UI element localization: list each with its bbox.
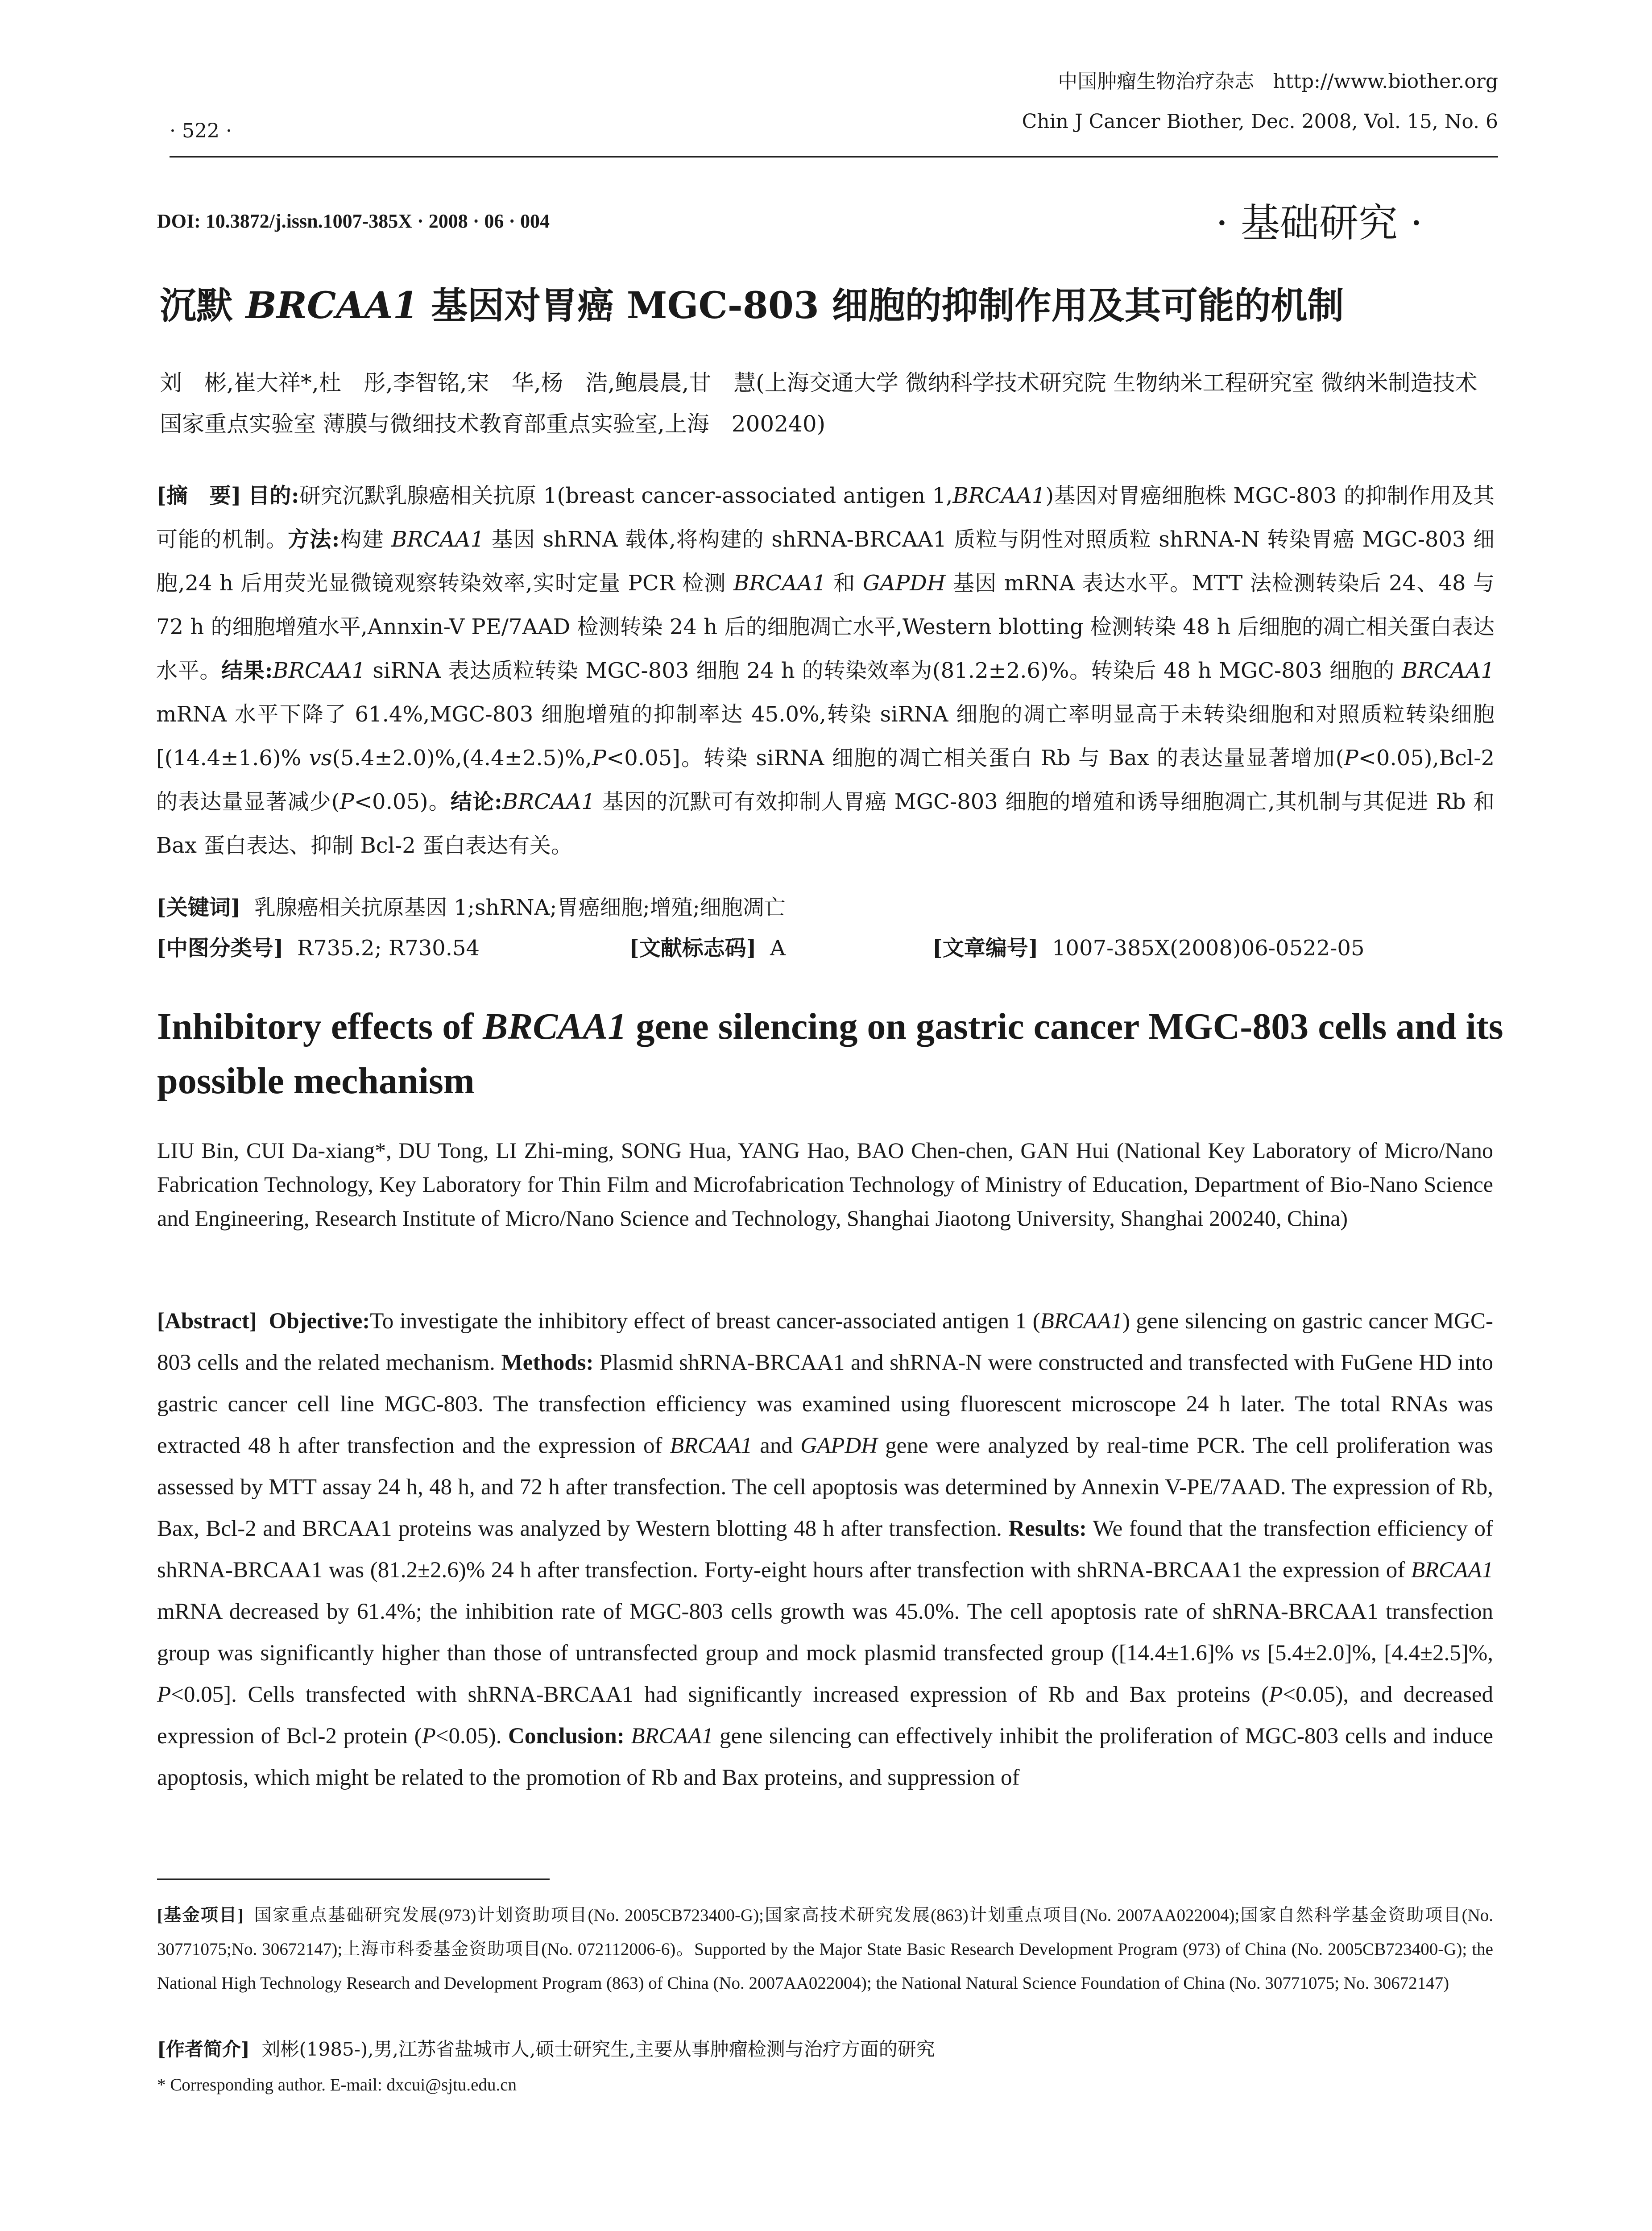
text: We found that the transfection efficiency of shRNA-BRCAA1 was (81.2±2.6)% 24 h after transfection. Forty-eight hours after transfection with shRNA-BRCAA1 the expression of bbox=[157, 1516, 1493, 1583]
journal-website: http://www.biother.org bbox=[1273, 70, 1498, 93]
objective-head-cn: 目的: bbox=[248, 483, 299, 508]
title-en-prefix: Inhibitory effects of bbox=[157, 1006, 483, 1047]
title-en-gene: BRCAA1 bbox=[483, 1006, 627, 1047]
text: 基因的沉默可有效抑制人胃癌 MGC-803 细胞的增殖和诱导细胞凋亡,其机制与其促进 Rb 和 Bax 蛋白表达、抑制 Bcl-2 蛋白表达有关。 bbox=[156, 789, 1495, 858]
p-value-symbol: P bbox=[592, 746, 607, 771]
header-rule bbox=[170, 156, 1498, 158]
gene-name: BRCAA1 bbox=[631, 1724, 713, 1749]
author-intro-label: [作者简介] bbox=[157, 2038, 250, 2060]
abstract-en-label: [Abstract] bbox=[157, 1309, 257, 1334]
abstract-cn bbox=[156, 474, 1495, 867]
funding-text: 国家重点基础研究发展(973)计划资助项目(No. 2005CB723400-G);国家高技术研究发展(863)计划重点项目(No. 2007AA022004);国家自然科学基金资助项目(No. 30771075;No. 30672147);上海市科委基金资助项目(No. 072112006-6)。Supported by the Major State Basic Research Development Program (973) of China (No. 2005CB723400-G); the National High Technology Research and Development Program (863) of China (No. 2007AA022004); the National Natural Science Foundation of China (No. 30771075; No. 30672147) bbox=[157, 1906, 1494, 1993]
text: gene were analyzed by real-time PCR. The cell proliferation was assessed by MTT assay 24 h, 48 h, and 72 h after transfection. The cell apoptosis was determined by Annexin V-PE/7AAD. The expression of Rb, Bax, Bcl-2 and BRCAA1 proteins was analyzed by Western blotting 48 h after transfection. bbox=[157, 1433, 1494, 1541]
p-value-symbol: P bbox=[1344, 746, 1358, 771]
title-en-suffix: gene silencing on gastric cancer MGC-803 cells and its possible mechanism bbox=[157, 1006, 1503, 1102]
abstract-en bbox=[157, 1301, 1493, 1799]
text: 基因 shRNA 载体,将构建的 shRNA-BRCAA1 质粒与阴性对照质粒 shRNA-N 转染胃癌 MGC-803 细胞,24 h 后用荧光显微镜观察转染效率,实时定量 PCR 检测 bbox=[156, 527, 1495, 596]
vs-text: vs bbox=[309, 746, 332, 771]
title-en bbox=[157, 999, 1504, 1108]
text: and bbox=[752, 1433, 801, 1458]
keywords-text: 乳腺癌相关抗原基因 1;shRNA;胃癌细胞;增殖;细胞凋亡 bbox=[254, 895, 786, 920]
gene-name: GAPDH bbox=[800, 1433, 878, 1458]
p-value-symbol: P bbox=[1269, 1682, 1283, 1707]
text: siRNA 表达质粒转染 MGC-803 细胞 24 h 的转染效率为(81.2±2.6)%。转染后 48 h MGC-803 细胞的 bbox=[365, 658, 1402, 683]
methods-head-en: Methods: bbox=[501, 1350, 594, 1375]
title-cn-suffix: 基因对胃癌 MGC-803 细胞的抑制作用及其可能的机制 bbox=[418, 284, 1344, 327]
conclusion-head-cn: 结论: bbox=[450, 789, 502, 814]
text: 和 bbox=[826, 571, 863, 596]
article-number-cell bbox=[932, 926, 1364, 970]
conclusion-head-en: Conclusion: bbox=[508, 1724, 625, 1749]
page-number: · 522 · bbox=[170, 120, 232, 142]
results-head-en: Results: bbox=[1008, 1516, 1087, 1541]
text: Plasmid shRNA-BRCAA1 and shRNA-N were constructed and transfected with FuGene HD into gastric cancer cell line MGC-803. The transfection efficiency was examined using fluorescent microscope 24 h later. The total RNAs was extracted 48 h after transfection and the expression of bbox=[157, 1350, 1494, 1458]
author-intro bbox=[157, 2032, 1493, 2066]
gene-name: GAPDH bbox=[862, 571, 946, 596]
text: <0.05]。转染 siRNA 细胞的凋亡相关蛋白 Rb 与 Bax 的表达量显著增加( bbox=[606, 746, 1344, 771]
text: mRNA decreased by 61.4%; the inhibition rate of MGC-803 cells growth was 45.0%. The cell apoptosis rate of shRNA-BRCAA1 transfection group was significantly higher than those of untransfected group and mock plasmid transfected group ([14.4±1.6]% bbox=[157, 1599, 1493, 1666]
text: 研究沉默乳腺癌相关抗原 1(breast cancer-associated antigen 1, bbox=[299, 483, 953, 508]
text: ) gene silencing on gastric cancer MGC-803 cells and the related mechanism. bbox=[157, 1309, 1493, 1375]
column-heading: · 基础研究 · bbox=[1216, 200, 1423, 246]
article-number-label: [文章编号] bbox=[932, 936, 1039, 961]
doc-code-cell bbox=[629, 926, 932, 970]
text: 基因 mRNA 表达水平。MTT 法检测转染后 24、48 与 72 h 的细胞增殖水平,Annxin-V PE/7AAD 检测转染 24 h 后的细胞凋亡水平,Western blotting 检测转染 48 h 后细胞的凋亡相关蛋白表达水平。 bbox=[156, 571, 1495, 683]
classification-row bbox=[156, 926, 1495, 970]
text: [5.4±2.0]%, [4.4±2.5]%, bbox=[1260, 1641, 1493, 1666]
gene-name: BRCAA1 bbox=[391, 527, 484, 552]
doc-code-value: A bbox=[770, 936, 786, 961]
title-cn-gene: BRCAA1 bbox=[245, 284, 418, 327]
p-value-symbol: P bbox=[157, 1682, 171, 1707]
clc-value: R735.2; R730.54 bbox=[297, 936, 480, 961]
text: (5.4±2.0)%,(4.4±2.5)%, bbox=[332, 746, 592, 771]
text: <0.05)。 bbox=[354, 789, 451, 814]
text: mRNA 水平下降了 61.4%,MGC-803 细胞增殖的抑制率达 45.0%,转染 siRNA 细胞的凋亡率明显高于未转染细胞和对照质粒转染细胞[(14.4±1.6)% bbox=[156, 702, 1495, 771]
text: 构建 bbox=[340, 527, 392, 552]
text: )基因对胃癌细胞株 MGC-803 的抑制作用及其可能的机制。 bbox=[156, 483, 1495, 552]
gene-name: BRCAA1 bbox=[1040, 1309, 1122, 1334]
abstract-cn-label: [摘 要] bbox=[156, 483, 241, 508]
gene-name: BRCAA1 bbox=[733, 571, 826, 596]
authors-cn: 刘 彬,崔大祥*,杜 彤,李智铭,宋 华,杨 浩,鲍晨晨,甘 慧(上海交通大学 微纳科学技术研究院 生物纳米工程研究室 微纳米制造技术国家重点实验室 薄膜与微细技术教育部重点实验室,上海 200240) bbox=[160, 370, 1478, 437]
footnote-rule bbox=[157, 1879, 550, 1880]
gene-name: BRCAA1 bbox=[1401, 658, 1495, 683]
doi: DOI: 10.3872/j.issn.1007-385X · 2008 · 06 · 004 bbox=[157, 210, 550, 232]
article-number-value: 1007-385X(2008)06-0522-05 bbox=[1052, 936, 1365, 961]
journal-header-cn bbox=[1058, 67, 1498, 96]
gene-name: BRCAA1 bbox=[670, 1433, 752, 1458]
corresponding-author-note: * Corresponding author. E-mail: dxcui@sjtu.edu.cn bbox=[157, 2075, 517, 2094]
text: <0.05), and decreased expression of Bcl-2 protein ( bbox=[157, 1682, 1493, 1749]
journal-citation: Chin J Cancer Biother, Dec. 2008, Vol. 15, No. 6 bbox=[1022, 110, 1498, 133]
text: <0.05). bbox=[435, 1724, 502, 1749]
clc-label: [中图分类号] bbox=[156, 936, 284, 961]
gene-name: BRCAA1 bbox=[273, 658, 366, 683]
vs-text: vs bbox=[1241, 1641, 1260, 1666]
text: gene silencing can effectively inhibit the proliferation of MGC-803 cells and induce apoptosis, which might be related to the promotion of Rb and Bax proteins, and suppression of bbox=[157, 1724, 1494, 1790]
methods-head-cn: 方法: bbox=[288, 527, 340, 552]
author-intro-text: 刘彬(1985-),男,江苏省盐城市人,硕士研究生,主要从事肿瘤检测与治疗方面的研究 bbox=[261, 2038, 935, 2060]
doc-code-label: [文献标志码] bbox=[629, 936, 757, 961]
objective-head-en: Objective: bbox=[269, 1309, 370, 1334]
clc-cell bbox=[156, 926, 629, 970]
p-value-symbol: P bbox=[340, 789, 354, 814]
keywords-cn bbox=[156, 886, 1495, 929]
gene-name: BRCAA1 bbox=[952, 483, 1046, 508]
text: <0.05]. Cells transfected with shRNA-BRCAA1 had significantly increased expression of Rb and Bax proteins ( bbox=[171, 1682, 1269, 1707]
p-value-symbol: P bbox=[422, 1724, 436, 1749]
text: <0.05),Bcl-2 的表达量显著减少( bbox=[156, 746, 1495, 814]
keywords-label: [关键词] bbox=[156, 895, 241, 920]
funding-note bbox=[157, 1899, 1493, 2000]
authors-en: LIU Bin, CUI Da-xiang*, DU Tong, LI Zhi-ming, SONG Hua, YANG Hao, BAO Chen-chen, GAN Hui (National Key Laboratory of Micro/Nano Fabrication Technology, Key Laboratory for Thin Film and Microfabrication Technology of Ministry of Education, Department of Bio-Nano Science and Engineering, Research Institute of Micro/Nano Science and Technology, Shanghai Jiaotong University, Shanghai 200240, China) bbox=[157, 1138, 1493, 1231]
funding-label: [基金项目] bbox=[157, 1906, 244, 1925]
gene-name: BRCAA1 bbox=[1411, 1558, 1493, 1583]
title-cn-prefix: 沉默 bbox=[160, 284, 246, 327]
results-head-cn: 结果: bbox=[221, 658, 273, 683]
journal-name-cn: 中国肿瘤生物治疗杂志 bbox=[1058, 70, 1255, 93]
text: To investigate the inhibitory effect of breast cancer-associated antigen 1 ( bbox=[370, 1309, 1040, 1334]
title-cn bbox=[160, 277, 1344, 329]
gene-name: BRCAA1 bbox=[502, 789, 595, 814]
